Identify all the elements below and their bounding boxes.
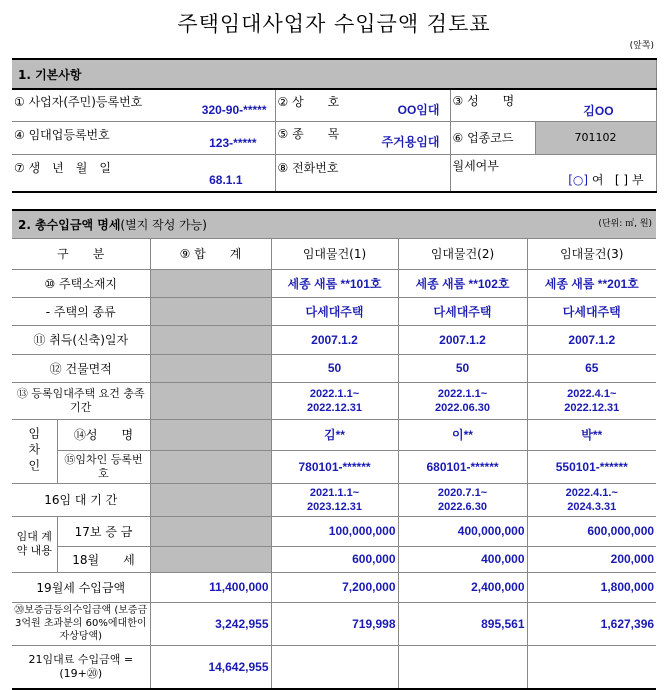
lease-2[interactable] xyxy=(398,483,527,516)
table-row xyxy=(12,645,656,689)
acquired-3[interactable]: 2007.1.2 xyxy=(527,325,656,354)
area-2[interactable]: 50 xyxy=(398,354,527,382)
row-label-deposit-income: ⑳보증금등의수입금액 (보증금3억원 초과분의 60%에대한이자상당액) xyxy=(12,602,150,645)
row-label-period: ⑬ 등록임대주택 요건 충족기간 xyxy=(12,382,150,419)
income-table xyxy=(12,209,656,690)
deposit-income-1[interactable]: 719,998 xyxy=(271,602,398,645)
table-row xyxy=(12,354,656,382)
period-1[interactable] xyxy=(271,382,398,419)
rent-2[interactable]: 400,000 xyxy=(398,546,527,572)
acquired-1[interactable]: 2007.1.2 xyxy=(271,325,398,354)
empty-cell xyxy=(527,645,656,689)
lease-1-start: 2021.1.1~ xyxy=(309,486,360,499)
deposit-income-2[interactable]: 895,561 xyxy=(398,602,527,645)
column-header-row xyxy=(12,238,656,269)
name-value[interactable]: 김OO xyxy=(583,103,614,118)
row-label-acquired: ⑪ 취득(신축)일자 xyxy=(12,325,150,354)
monthly-cell xyxy=(450,154,656,192)
monthly-label: 월세여부 xyxy=(452,159,499,174)
tenant-name-3[interactable]: 박** xyxy=(527,419,656,450)
rent-income-2[interactable]: 2,400,000 xyxy=(398,572,527,602)
col-header-total: ⑨ 합 계 xyxy=(150,238,271,269)
trade-cell xyxy=(275,89,450,121)
monthly-yes-label: 여 xyxy=(591,173,604,188)
period-1-end: 2022.12.31 xyxy=(306,401,363,414)
lease-1[interactable] xyxy=(271,483,398,516)
page-side-note: (앞쪽) xyxy=(629,41,654,51)
tenant-group-label: 임차인 xyxy=(12,419,57,483)
row-label-total-income: 21임대료 수입금액 =(19+⑳) xyxy=(12,645,150,689)
address-1[interactable]: 세종 새롬 **101호 xyxy=(271,269,398,297)
address-2[interactable]: 세종 새롬 **102호 xyxy=(398,269,527,297)
total-cell xyxy=(150,516,271,546)
total-cell xyxy=(150,354,271,382)
rent-income-3[interactable]: 1,800,000 xyxy=(527,572,656,602)
tenant-name-2[interactable]: 이** xyxy=(398,419,527,450)
phone-label: ⑧ 전화번호 xyxy=(277,160,339,175)
table-row xyxy=(12,382,656,419)
rent-1[interactable]: 600,000 xyxy=(271,546,398,572)
table-row xyxy=(12,572,656,602)
code-label-cell xyxy=(450,121,535,154)
period-1-start: 2022.1.1~ xyxy=(309,387,360,400)
row-label-address: ⑩ 주택소재지 xyxy=(12,269,150,297)
rent-3[interactable]: 200,000 xyxy=(527,546,656,572)
section-basic-header: 1. 기본사항 xyxy=(12,59,656,89)
table-row xyxy=(12,269,656,297)
table-row xyxy=(12,325,656,354)
row-label-tenant-name: ⑭성 명 xyxy=(57,419,150,450)
deposit-1[interactable]: 100,000,000 xyxy=(271,516,398,546)
deposit-income-total[interactable]: 3,242,955 xyxy=(150,602,271,645)
rent-reg-cell xyxy=(12,121,275,154)
total-cell xyxy=(150,483,271,516)
rent-reg-value[interactable]: 123-***** xyxy=(209,135,257,150)
table-row xyxy=(12,450,656,483)
col-header-property-2: 임대물건(2) xyxy=(398,238,527,269)
type-3[interactable]: 다세대주택 xyxy=(527,297,656,325)
page-title: 주택임대사업자 수입금액 검토표 xyxy=(177,12,491,36)
birth-label: ⑦ 생 년 월 일 xyxy=(14,160,111,175)
lease-1-end: 2023.12.31 xyxy=(306,500,363,513)
col-header-property-3: 임대물건(3) xyxy=(527,238,656,269)
total-cell xyxy=(150,297,271,325)
tenant-reg-3[interactable]: 550101-****** xyxy=(527,450,656,483)
basic-info-table xyxy=(12,58,657,193)
row-label-tenant-reg: ⑮임차인 등록번호 xyxy=(57,450,150,483)
item-label: ⑤ 종 목 xyxy=(277,127,340,141)
row-label-lease: 16임 대 기 간 xyxy=(12,483,150,516)
type-1[interactable]: 다세대주택 xyxy=(271,297,398,325)
lease-3[interactable] xyxy=(527,483,656,516)
name-label: ③ 성 명 xyxy=(452,93,515,108)
period-3-start: 2022.4.1~ xyxy=(567,387,617,400)
tenant-name-1[interactable]: 김** xyxy=(271,419,398,450)
total-cell xyxy=(150,546,271,572)
empty-cell xyxy=(271,645,398,689)
lease-2-end: 2022.6.30 xyxy=(438,500,487,513)
col-header-property-1: 임대물건(1) xyxy=(271,238,398,269)
code-label: ⑥ 업종코드 xyxy=(452,131,514,145)
trade-value[interactable]: OO임대 xyxy=(397,102,440,117)
tenant-reg-2[interactable]: 680101-****** xyxy=(398,450,527,483)
rent-reg-label: ④ 임대업등록번호 xyxy=(14,127,110,142)
section-income-header xyxy=(12,210,656,238)
address-3[interactable]: 세종 새롬 **201호 xyxy=(527,269,656,297)
period-2-end: 2022.06.30 xyxy=(434,401,491,414)
reg-no-cell xyxy=(12,89,275,121)
tenant-reg-1[interactable]: 780101-****** xyxy=(271,450,398,483)
col-header-category: 구 분 xyxy=(12,238,150,269)
rent-income-total[interactable]: 11,400,000 xyxy=(150,572,271,602)
rent-income-1[interactable]: 7,200,000 xyxy=(271,572,398,602)
period-2-start: 2022.1.1~ xyxy=(437,387,488,400)
lease-3-end: 2024.3.31 xyxy=(567,500,617,513)
row-label-area: ⑫ 건물면적 xyxy=(12,354,150,382)
monthly-no-checkbox[interactable]: [ ] xyxy=(614,173,629,188)
total-cell xyxy=(150,382,271,419)
item-value[interactable]: 주거용임대 xyxy=(381,135,440,149)
reg-no-label: ① 사업자(주민)등록번호 xyxy=(14,95,143,110)
section-income-note: (별지 작성 가능) xyxy=(120,217,207,232)
lease-3-start: 2022.4.1.~ xyxy=(565,486,618,499)
phone-cell xyxy=(275,154,450,192)
deposit-2[interactable]: 400,000,000 xyxy=(398,516,527,546)
area-1[interactable]: 50 xyxy=(271,354,398,382)
lease-2-start: 2020.7.1~ xyxy=(437,486,488,499)
total-cell xyxy=(150,419,271,450)
name-cell xyxy=(450,89,656,121)
birth-value[interactable]: 68.1.1 xyxy=(209,172,243,187)
table-row xyxy=(12,546,656,572)
period-3[interactable] xyxy=(527,382,656,419)
trade-label: ② 상 호 xyxy=(277,94,340,109)
code-value: 701102 xyxy=(535,121,656,154)
acquired-2[interactable]: 2007.1.2 xyxy=(398,325,527,354)
table-row xyxy=(12,516,656,546)
total-income-total[interactable]: 14,642,955 xyxy=(150,645,271,689)
unit-note: (단위: ㎡, 원) xyxy=(598,218,653,229)
monthly-yes-checkbox[interactable]: [○] xyxy=(568,173,589,188)
item-cell xyxy=(275,121,450,154)
empty-cell xyxy=(398,645,527,689)
deposit-3[interactable]: 600,000,000 xyxy=(527,516,656,546)
type-2[interactable]: 다세대주택 xyxy=(398,297,527,325)
table-row xyxy=(12,419,656,450)
period-2[interactable] xyxy=(398,382,527,419)
monthly-no-label: 부 xyxy=(631,173,644,188)
reg-no-value[interactable]: 320-90-***** xyxy=(201,103,267,118)
area-3[interactable]: 65 xyxy=(527,354,656,382)
row-label-type: - 주택의 종류 xyxy=(12,297,150,325)
period-3-end: 2022.12.31 xyxy=(564,401,620,414)
row-label-deposit: 17보 증 금 xyxy=(57,516,150,546)
total-cell xyxy=(150,450,271,483)
row-label-rent-income: 19월세 수입금액 xyxy=(12,572,150,602)
section-income-title: 2. 총수입금액 명세 xyxy=(18,217,121,232)
total-cell xyxy=(150,269,271,297)
table-row xyxy=(12,483,656,516)
birth-cell xyxy=(12,154,275,192)
deposit-income-3[interactable]: 1,627,396 xyxy=(527,602,656,645)
table-row xyxy=(12,602,656,645)
contract-group-label: 임대 계약 내용 xyxy=(12,516,57,572)
total-cell xyxy=(150,325,271,354)
row-label-rent: 18월 세 xyxy=(57,546,150,572)
table-row xyxy=(12,297,656,325)
